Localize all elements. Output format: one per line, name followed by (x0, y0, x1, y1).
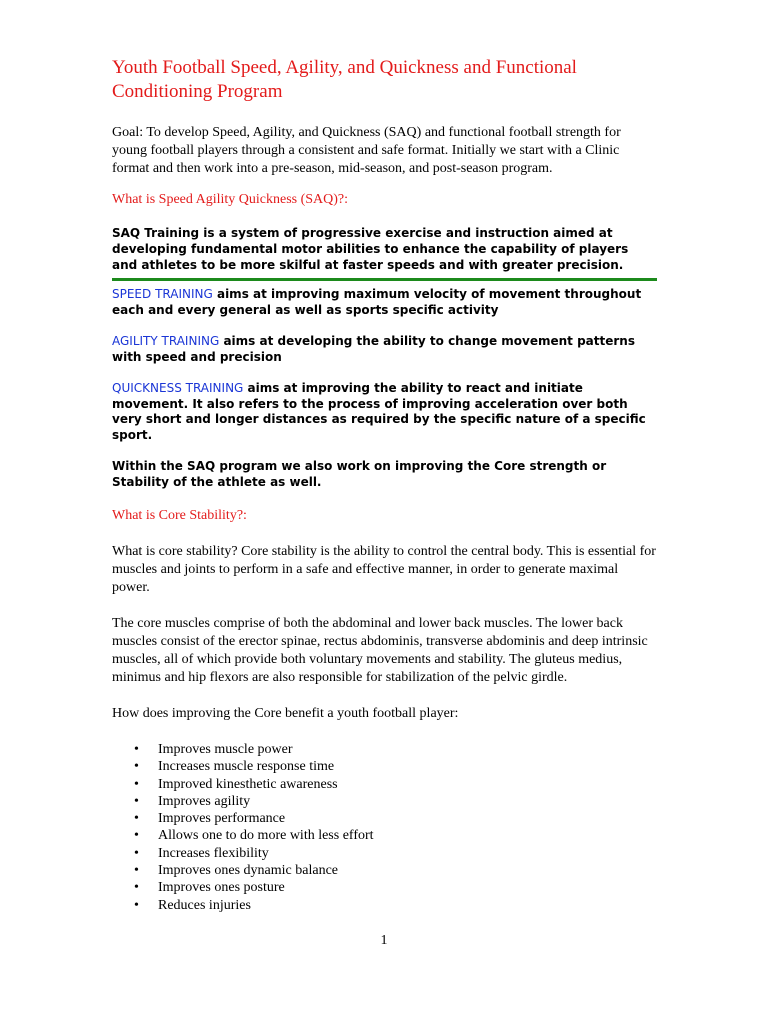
speed-training-text: aims at improving maximum velocity of movement throughout each and every general as well as sports specific activity (112, 287, 642, 317)
bullet-icon: • (134, 742, 139, 757)
page-number: 1 (380, 933, 388, 948)
saq-intro-paragraph: SAQ Training is a system of progressive exercise and instruction aimed at developing fundamental motor abilities to enhance the capability of players and athletes to be more skilful at faster speeds and with greater precision. (112, 226, 629, 272)
saq-heading: What is Speed Agility Quickness (SAQ)?: (112, 192, 349, 207)
list-item: • Reduces injuries (134, 897, 251, 913)
bullet-icon: • (134, 897, 139, 913)
bullet-icon: • (134, 828, 139, 844)
agility-training-term: AGILITY TRAINING (112, 334, 220, 348)
bullet-icon: • (134, 759, 139, 775)
list-item: • Allows one to do more with less effort (134, 828, 374, 844)
list-item: • Increases muscle response time (134, 759, 335, 775)
core-note-paragraph: Within the SAQ program we also work on improving the Core strength or Stability of the athlete as well. (112, 459, 607, 489)
document-page (112, 56, 657, 914)
list-item: • Improves agility (134, 793, 251, 809)
bullet-icon: • (134, 845, 139, 861)
speed-training-paragraph (112, 287, 657, 318)
quickness-training-paragraph (112, 381, 657, 443)
core-muscles-paragraph: The core muscles comprise of both the abdominal and lower back muscles. The lower back muscles consist of the erector spinae, rectus abdominis, transverse abdominis and deep intrinsic muscles, all of which provide both voluntary movements and stability. The gluteus medius, minimus and hip flexors are also responsible for stabilization of the pelvic girdle. (112, 616, 648, 685)
core-definition-paragraph: What is core stability? Core stability is the ability to control the central body. This is essential for muscles and joints to perform in a safe and effective manner, in order to generate maximal power. (112, 544, 656, 595)
benefit-question: How does improving the Core benefit a youth football player: (112, 706, 459, 721)
list-item: • Improved kinesthetic awareness (134, 776, 338, 792)
bullet-icon: • (134, 880, 139, 896)
green-divider (112, 278, 657, 281)
list-item: • Improves ones dynamic balance (134, 863, 338, 879)
list-item: • Improves performance (134, 811, 286, 827)
document-title: Youth Football Speed, Agility, and Quickness and Functional Conditioning Program (112, 57, 577, 102)
list-item: • Improves ones posture (134, 880, 285, 896)
speed-training-term: SPEED TRAINING (112, 287, 213, 301)
agility-training-text: aims at developing the ability to change movement patterns with speed and precision (112, 334, 635, 364)
agility-training-paragraph (112, 334, 657, 365)
benefits-list (112, 741, 657, 914)
bullet-icon: • (134, 863, 139, 879)
list-item: • Increases flexibility (134, 845, 269, 861)
bullet-icon: • (134, 776, 139, 792)
goal-paragraph: Goal: To develop Speed, Agility, and Quickness (SAQ) and functional football strength for young football players through a consistent and safe format. Initially we start with a Clinic format and then work into a pre-season, mid-season, and post-season program. (112, 125, 621, 176)
quickness-training-text: aims at improving the ability to react and initiate movement. It also refers to the process of improving acceleration over both very short and longer distances as required by the specific nature of a specific sport. (112, 381, 646, 442)
list-item: • Improves muscle power (134, 742, 293, 757)
core-stability-heading: What is Core Stability?: (112, 508, 247, 523)
bullet-icon: • (134, 793, 139, 809)
quickness-training-term: QUICKNESS TRAINING (112, 381, 244, 395)
bullet-icon: • (134, 811, 139, 827)
